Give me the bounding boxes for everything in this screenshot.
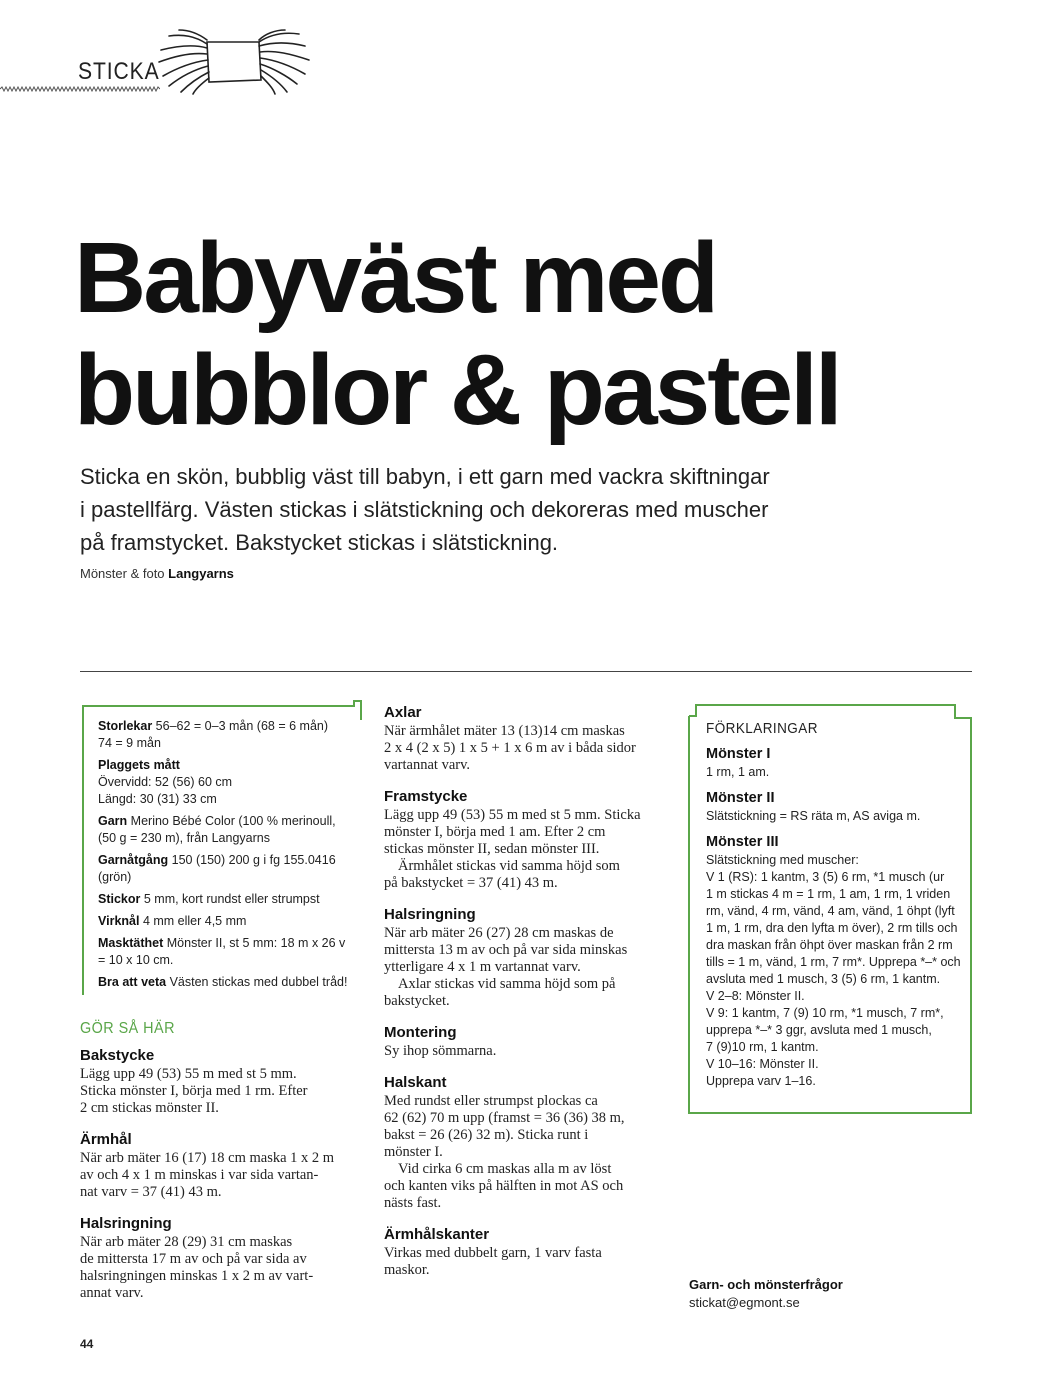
section-heading: Halsringning (384, 906, 476, 923)
spec-line (98, 757, 360, 774)
section-text (80, 1066, 370, 1117)
lead-line: i pastellfärg. Västen stickas i slätstickning och dekoreras med muscher (80, 497, 769, 522)
text-line: mönster I, börja med 1 am. Efter 2 cm (384, 824, 606, 840)
explanation-line: V 1 (RS): 1 kantm, 3 (5) 6 rm, *1 musch (ur (706, 870, 945, 884)
text-line: nat varv = 37 (41) 43 m. (80, 1184, 222, 1200)
spec-line (98, 913, 360, 930)
spec-line: 74 = 9 mån (98, 736, 161, 750)
spec-item (98, 935, 360, 969)
credit-label: Mönster & foto (80, 566, 165, 581)
lead-line: på framstycket. Bakstycket stickas i slätstickning. (80, 530, 559, 555)
page-number: 44 (80, 1337, 94, 1351)
spec-line: Längd: 30 (31) 33 cm (98, 792, 217, 806)
section-heading: Halskant (384, 1074, 447, 1091)
instructions-column-2 (384, 704, 674, 1279)
explanations-heading: FÖRKLARINGAR (706, 720, 818, 737)
explanations-body (706, 745, 968, 1090)
explanation-line: upprepa *–* 3 ggr, avsluta med 1 musch, (706, 1023, 932, 1037)
spec-line (98, 852, 360, 869)
spec-value: Västen stickas med dubbel tråd! (166, 975, 348, 989)
text-line: mittersta 13 m av och på var sida minskas (384, 942, 628, 958)
text-line: Axlar stickas vid samma höjd som på (398, 976, 616, 992)
spec-line (98, 974, 360, 991)
section-text (384, 1245, 674, 1279)
yarn-skein-icon (155, 28, 315, 96)
text-line: När arb mäter 26 (27) 28 cm maskas de (384, 925, 614, 941)
how-to-heading: GÖR SÅ HÄR (80, 1020, 175, 1037)
spec-value: 56–62 = 0–3 mån (68 = 6 mån) (152, 719, 329, 733)
specs-list (98, 718, 360, 996)
specs-box (82, 700, 362, 996)
section-label: STICKA (78, 58, 160, 85)
section-text (384, 925, 674, 1010)
page-header (0, 0, 1050, 100)
text-line: de mittersta 17 m av och på var sida av (80, 1251, 307, 1267)
explanation-line: 7 (9)10 rm, 1 kantm. (706, 1040, 819, 1054)
spec-label: Storlekar (98, 719, 153, 733)
text-line: 2 cm stickas mönster II. (80, 1100, 219, 1116)
section-text (80, 1150, 370, 1201)
title-line: Babyväst med (74, 222, 717, 334)
text-line: Sticka mönster I, börja med 1 rm. Efter (80, 1083, 308, 1099)
text-line: maskor. (384, 1262, 430, 1278)
spec-line: = 10 x 10 cm. (98, 953, 174, 967)
text-line: 62 (62) 70 m upp (framst = 36 (36) 38 m, (384, 1110, 625, 1126)
explanation-line: 1 m, 1 rm, dra den lyfta m över), 2 rm tills och (706, 921, 958, 935)
spec-item (98, 813, 360, 847)
text-line: av och 4 x 1 m minskas i var sida vartan- (80, 1167, 319, 1183)
explanations-box (688, 704, 972, 1114)
section-heading: Ärmhål (80, 1131, 132, 1148)
explanation-line: 1 rm, 1 am. (706, 765, 770, 779)
horizontal-rule (80, 671, 972, 672)
spec-item (98, 757, 360, 808)
spec-value: Mönster II, st 5 mm: 18 m x 26 v (163, 936, 346, 950)
text-line: på bakstycket = 37 (41) 43 m. (384, 875, 558, 891)
section-heading: Axlar (384, 704, 422, 721)
text-line: mönster I. (384, 1144, 443, 1160)
section-heading: Ärmhålskanter (384, 1226, 490, 1243)
spec-value: Merino Bébé Color (100 % merinoull, (127, 814, 336, 828)
explanation-line: avsluta med 1 musch, 3 (5) 6 rm, 1 kantm. (706, 972, 941, 986)
text-line: och kanten viks på hälften in mot AS och (384, 1178, 624, 1194)
spec-line: (grön) (98, 870, 132, 884)
spec-item (98, 718, 360, 752)
spec-item (98, 913, 360, 930)
spec-label: Bra att veta (98, 975, 167, 989)
section-heading: Framstycke (384, 788, 468, 805)
explanation-line: V 9: 1 kantm, 7 (9) 10 rm, *1 musch, 7 rm*, (706, 1006, 944, 1020)
spec-line: Övervidd: 52 (56) 60 cm (98, 775, 233, 789)
text-line: halsringningen minskas 1 x 2 m av vart- (80, 1268, 314, 1284)
spec-label: Virknål (98, 914, 140, 928)
text-line: När ärmhålet mäter 13 (13)14 cm maskas (384, 723, 625, 739)
section-text (384, 1093, 674, 1212)
explanation-line: tills = 1 m, vänd, 1 rm, 7 rm*. Upprepa *–* och (706, 955, 961, 969)
section-heading: Montering (384, 1024, 457, 1041)
spec-value: 150 (150) 200 g i fg 155.0416 (168, 853, 336, 867)
text-line: 2 x 4 (2 x 5) 1 x 5 + 1 x 6 m av i båda sidor (384, 740, 636, 756)
spec-line: (50 g = 230 m), från Langyarns (98, 831, 270, 845)
explanations-content (706, 720, 968, 1090)
explanation-line: V 2–8: Mönster II. (706, 989, 805, 1003)
explanation-line: V 10–16: Mönster II. (706, 1057, 819, 1071)
contact-heading: Garn- och mönsterfrågor (689, 1277, 843, 1292)
spec-label: Masktäthet (98, 936, 164, 950)
spec-line (98, 813, 360, 830)
explanation-line: rm, vänd, 4 rm, vänd, 4 am, vänd, 1 öhpt (lyft (706, 904, 955, 918)
explanation-line: Slätstickning = RS räta m, AS aviga m. (706, 809, 921, 823)
spec-value: 5 mm, kort rundst eller strumpst (140, 892, 320, 906)
text-line: Lägg upp 49 (53) 55 m med st 5 mm. Sticka (384, 807, 641, 823)
contact-email: stickat@egmont.se (689, 1295, 800, 1310)
section-heading: Bakstycke (80, 1047, 155, 1064)
explanation-title: Mönster III (706, 834, 779, 850)
column-1-body (80, 1047, 370, 1302)
explanation-title: Mönster I (706, 746, 771, 762)
spec-label: Garnåtgång (98, 853, 169, 867)
section-heading: Halsringning (80, 1215, 172, 1232)
spec-item (98, 852, 360, 886)
credit-name: Langyarns (168, 566, 234, 581)
text-line: annat varv. (80, 1285, 144, 1301)
section-text (384, 1043, 674, 1060)
zigzag-rule (0, 86, 160, 92)
spec-line (98, 891, 360, 908)
contact-block (689, 1276, 843, 1312)
explanation-title: Mönster II (706, 790, 775, 806)
lead-paragraph (80, 460, 880, 559)
text-line: När arb mäter 16 (17) 18 cm maska 1 x 2 m (80, 1150, 335, 1166)
explanation-line: Slätstickning med muscher: (706, 853, 859, 867)
spec-item (98, 974, 360, 991)
text-line: Ärmhålet stickas vid samma höjd som (398, 858, 620, 874)
spec-value: 4 mm eller 4,5 mm (139, 914, 247, 928)
section-text (80, 1234, 370, 1302)
text-line: Lägg upp 49 (53) 55 m med st 5 mm. (80, 1066, 297, 1082)
text-line: Vid cirka 6 cm maskas alla m av löst (398, 1161, 612, 1177)
credit-line (80, 566, 234, 581)
article-title (74, 222, 974, 446)
section-text (384, 723, 674, 774)
lead-line: Sticka en skön, bubblig väst till babyn, i ett garn med vackra skiftningar (80, 464, 770, 489)
instructions-column-1 (80, 1020, 370, 1302)
spec-line (98, 718, 360, 735)
text-line: stickas mönster II, sedan mönster III. (384, 841, 600, 857)
spec-label: Garn (98, 814, 128, 828)
title-line: bubblor & pastell (74, 334, 840, 446)
text-line: Virkas med dubbelt garn, 1 varv fasta (384, 1245, 602, 1261)
text-line: Sy ihop sömmarna. (384, 1043, 497, 1059)
text-line: bakst = 26 (26) 32 m). Sticka runt i (384, 1127, 589, 1143)
text-line: bakstycket. (384, 993, 450, 1009)
section-text (384, 807, 674, 892)
explanation-line: Upprepa varv 1–16. (706, 1074, 816, 1088)
explanation-line: dra maskan från öhpt över maskan från 2 rm (706, 938, 953, 952)
explanation-line: 1 m stickas 4 m = 1 rm, 1 am, 1 rm, 1 vriden (706, 887, 951, 901)
text-line: Med rundst eller strumpst plockas ca (384, 1093, 598, 1109)
spec-label: Stickor (98, 892, 141, 906)
text-line: nästs fast. (384, 1195, 442, 1211)
text-line: vartannat varv. (384, 757, 471, 773)
text-line: När arb mäter 28 (29) 31 cm maskas (80, 1234, 293, 1250)
spec-label: Plaggets mått (98, 758, 180, 772)
spec-item (98, 891, 360, 908)
text-line: ytterligare 4 x 1 m vartannat varv. (384, 959, 581, 975)
spec-line (98, 935, 360, 952)
